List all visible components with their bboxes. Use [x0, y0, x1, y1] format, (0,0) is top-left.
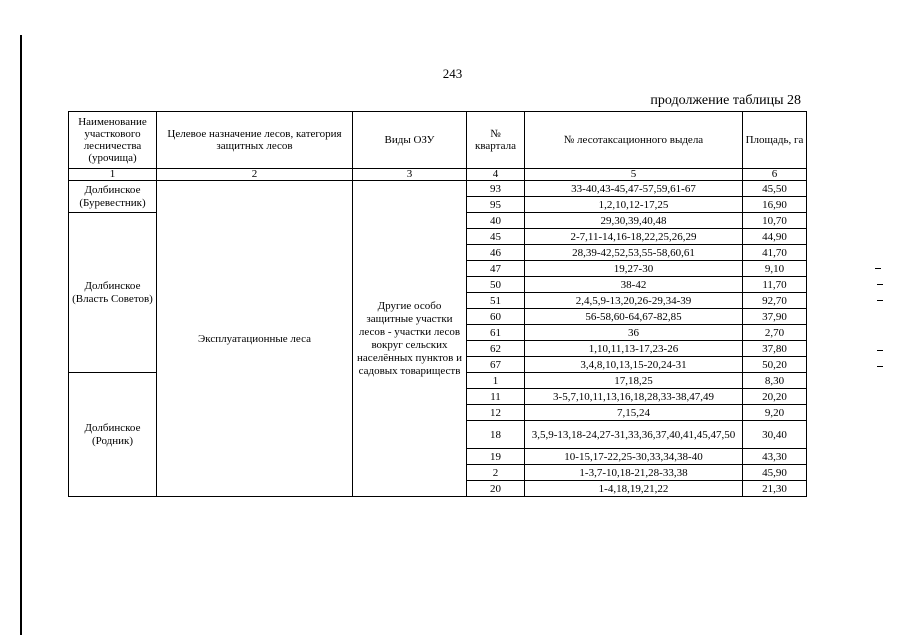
- area-cell: 43,30: [743, 449, 807, 465]
- forest-protection-table: [68, 111, 807, 497]
- plots-cell: 36: [525, 325, 743, 341]
- plots-cell: 3,4,8,10,13,15-20,24-31: [525, 357, 743, 373]
- plots-cell: 2,4,5,9-13,20,26-29,34-39: [525, 293, 743, 309]
- area-cell: 45,50: [743, 181, 807, 197]
- quarter-cell: 19: [467, 449, 525, 465]
- plots-cell: 1,10,11,13-17,23-26: [525, 341, 743, 357]
- area-cell: 11,70: [743, 277, 807, 293]
- area-cell: 2,70: [743, 325, 807, 341]
- column-number-row: [69, 169, 807, 181]
- plots-cell: 19,27-30: [525, 261, 743, 277]
- ozu-type-cell: Другие особо защитные участки лесов - участки лесов вокруг сельских населённых пунктов и садовых товариществ: [353, 181, 467, 497]
- margin-mark: [875, 268, 881, 269]
- area-cell: 10,70: [743, 213, 807, 229]
- quarter-cell: 40: [467, 213, 525, 229]
- area-cell: 30,40: [743, 421, 807, 449]
- column-number: 4: [467, 169, 525, 181]
- header-area: Площадь, га: [743, 112, 807, 169]
- quarter-cell: 61: [467, 325, 525, 341]
- forestry-name-cell: Долбинское (Родник): [69, 373, 157, 497]
- plots-cell: 7,15,24: [525, 405, 743, 421]
- binding-edge-line: [20, 35, 22, 635]
- table-continuation-label: продолжение таблицы 28: [650, 93, 801, 108]
- quarter-cell: 51: [467, 293, 525, 309]
- area-cell: 92,70: [743, 293, 807, 309]
- column-number: 6: [743, 169, 807, 181]
- quarter-cell: 47: [467, 261, 525, 277]
- area-cell: 8,30: [743, 373, 807, 389]
- column-number: 2: [157, 169, 353, 181]
- margin-mark: [877, 366, 883, 367]
- quarter-cell: 46: [467, 245, 525, 261]
- plots-cell: 17,18,25: [525, 373, 743, 389]
- margin-mark: [877, 350, 883, 351]
- plots-cell: 10-15,17-22,25-30,33,34,38-40: [525, 449, 743, 465]
- quarter-cell: 50: [467, 277, 525, 293]
- plots-cell: 1,2,10,12-17,25: [525, 197, 743, 213]
- header-purpose: Целевое назначение лесов, категория защитных лесов: [157, 112, 353, 169]
- quarter-cell: 12: [467, 405, 525, 421]
- quarter-cell: 67: [467, 357, 525, 373]
- area-cell: 50,20: [743, 357, 807, 373]
- table-header-row: [69, 112, 807, 169]
- area-cell: 37,80: [743, 341, 807, 357]
- quarter-cell: 60: [467, 309, 525, 325]
- area-cell: 21,30: [743, 481, 807, 497]
- header-ozu-type: Виды ОЗУ: [353, 112, 467, 169]
- area-cell: 44,90: [743, 229, 807, 245]
- quarter-cell: 2: [467, 465, 525, 481]
- area-cell: 9,10: [743, 261, 807, 277]
- quarter-cell: 18: [467, 421, 525, 449]
- area-cell: 45,90: [743, 465, 807, 481]
- plots-cell: 1-3,7-10,18-21,28-33,38: [525, 465, 743, 481]
- area-cell: 16,90: [743, 197, 807, 213]
- area-cell: 41,70: [743, 245, 807, 261]
- plots-cell: 3-5,7,10,11,13,16,18,28,33-38,47,49: [525, 389, 743, 405]
- plots-cell: 28,39-42,52,53,55-58,60,61: [525, 245, 743, 261]
- quarter-cell: 62: [467, 341, 525, 357]
- quarter-cell: 95: [467, 197, 525, 213]
- header-forestry-name: Наименование участкового лесничества (урочища): [69, 112, 157, 169]
- plots-cell: 56-58,60-64,67-82,85: [525, 309, 743, 325]
- area-cell: 9,20: [743, 405, 807, 421]
- header-plot-number: № лесотаксационного выдела: [525, 112, 743, 169]
- forestry-name-cell: Долбинское (Буревестник): [69, 181, 157, 213]
- column-number: 1: [69, 169, 157, 181]
- area-cell: 37,90: [743, 309, 807, 325]
- quarter-cell: 1: [467, 373, 525, 389]
- page-number: 243: [442, 66, 463, 81]
- margin-mark: [877, 300, 883, 301]
- plots-cell: 3,5,9-13,18-24,27-31,33,36,37,40,41,45,47,50: [525, 421, 743, 449]
- area-cell: 20,20: [743, 389, 807, 405]
- quarter-cell: 45: [467, 229, 525, 245]
- quarter-cell: 20: [467, 481, 525, 497]
- margin-mark: [877, 284, 883, 285]
- table-row: [69, 181, 807, 197]
- plots-cell: 1-4,18,19,21,22: [525, 481, 743, 497]
- plots-cell: 29,30,39,40,48: [525, 213, 743, 229]
- column-number: 5: [525, 169, 743, 181]
- header-quarter-number: № квартала: [467, 112, 525, 169]
- plots-cell: 38-42: [525, 277, 743, 293]
- column-number: 3: [353, 169, 467, 181]
- plots-cell: 2-7,11-14,16-18,22,25,26,29: [525, 229, 743, 245]
- quarter-cell: 11: [467, 389, 525, 405]
- purpose-cell: Эксплуатационные леса: [157, 181, 353, 497]
- quarter-cell: 93: [467, 181, 525, 197]
- forestry-name-cell: Долбинское (Власть Советов): [69, 213, 157, 373]
- plots-cell: 33-40,43-45,47-57,59,61-67: [525, 181, 743, 197]
